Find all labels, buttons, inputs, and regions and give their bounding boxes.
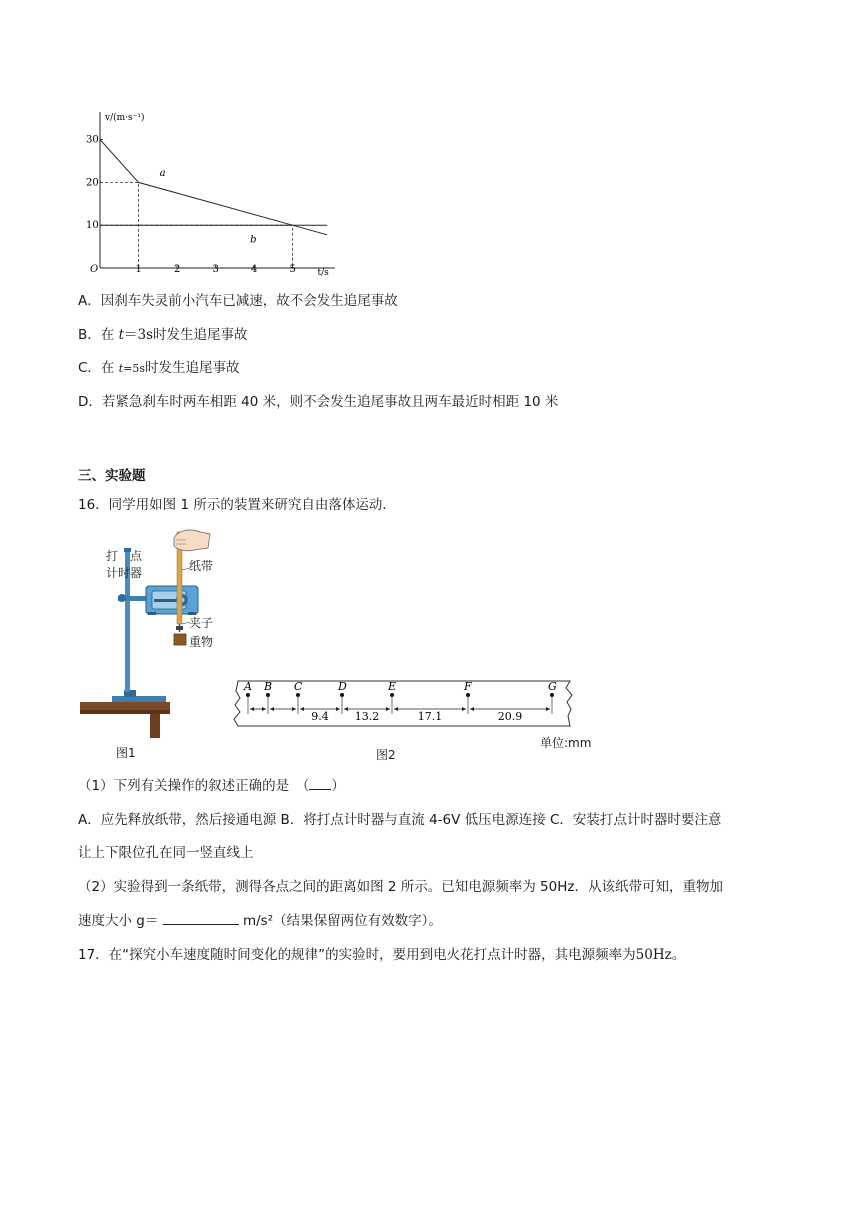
x-tick-label: 4 (251, 264, 258, 275)
label-weight: 重物 (189, 635, 214, 649)
y-tick-label: 30 (86, 134, 99, 146)
answer-blank-2[interactable] (163, 910, 239, 925)
dashed-guide (100, 225, 293, 268)
q17-stem: 17．在“探究小车速度随时间变化的规律”的实验时，要用到电火花打点计时器，其电源频率为50Hz。 (78, 947, 686, 963)
tape-point-B: B (264, 680, 273, 693)
tape-segment-label: 13.2 (354, 710, 380, 723)
option-d: D．若紧急刹车时两车相距 40 米，则不会发生追尾事故且两车最近时相距 10 米 (78, 394, 559, 410)
answer-blank-1[interactable] (309, 775, 331, 790)
tape-point-D: D (338, 680, 347, 693)
label-tape: 纸带 (189, 559, 214, 573)
x-tick-label: 1 (135, 264, 142, 275)
origin-label: O (90, 264, 99, 275)
x-tick-label: 3 (212, 264, 219, 275)
q16-sub2-line2: 速度大小 g＝ m/s²（结果保留两位有效数字）。 (78, 910, 442, 932)
figure-2-tape (232, 676, 582, 736)
q16-stem: 16．同学用如图 1 所示的装置来研究自由落体运动． (78, 497, 396, 513)
y-tick-label: 10 (86, 220, 99, 232)
x-tick-label: 2 (174, 264, 181, 275)
option-c: C．在 t=5s时发生追尾事故 (78, 360, 240, 376)
tape-point-G: G (548, 680, 557, 693)
y-axis-label: v/(m·s⁻¹) (105, 113, 145, 123)
figure-2-caption: 图2 (376, 748, 396, 762)
figure-1-caption: 图1 (116, 746, 136, 760)
tape-point-A: A (244, 680, 252, 693)
clip (176, 626, 183, 630)
stand-base (112, 696, 166, 702)
table-leg (150, 714, 160, 738)
q16-sub1-options-line1: A．应先释放纸带，然后接通电源 B．将打点计时器与直流 4-6V 低压电源连接 C．安装打点计时器时要注意 (78, 812, 722, 828)
q16-sub2-line1: （2）实验得到一条纸带，测得各点之间的距离如图 2 所示。已知电源频率为 50Hz．从该纸带可知，重物加 (78, 879, 723, 895)
option-a: A．因刹车失灵前小汽车已减速，故不会发生追尾事故 (78, 293, 398, 309)
series-a (100, 140, 327, 235)
tape-segment-label: 9.4 (311, 710, 329, 723)
vt-graph (84, 108, 344, 278)
option-b: B．在 t＝3s时发生追尾事故 (78, 327, 248, 343)
tape-segment-label: 20.9 (497, 710, 523, 723)
label-timer: 打 点 计时器 (106, 549, 143, 580)
x-tick-label: 5 (289, 264, 296, 275)
tape-point-C: C (294, 680, 303, 693)
table-top (80, 702, 170, 710)
q16-sub1-options-line2: 让上下限位孔在同一竖直线上 (78, 845, 254, 861)
series-label-a: a (159, 167, 166, 179)
series-label-b: b (250, 234, 257, 246)
tape-segment-label: 17.1 (417, 710, 443, 723)
tape-point-E: E (388, 680, 397, 693)
label-clip: 夹子 (189, 616, 214, 630)
tape-point-F: F (464, 680, 472, 693)
x-axis-label: t/s (317, 268, 329, 278)
y-tick-label: 20 (86, 177, 99, 189)
weight (174, 634, 186, 645)
section-title: 三、实验题 (78, 468, 146, 484)
q16-sub1: （1）下列有关操作的叙述正确的是 （ ） (78, 775, 345, 797)
hand (174, 530, 210, 551)
tape-unit: 单位:mm (540, 736, 592, 750)
